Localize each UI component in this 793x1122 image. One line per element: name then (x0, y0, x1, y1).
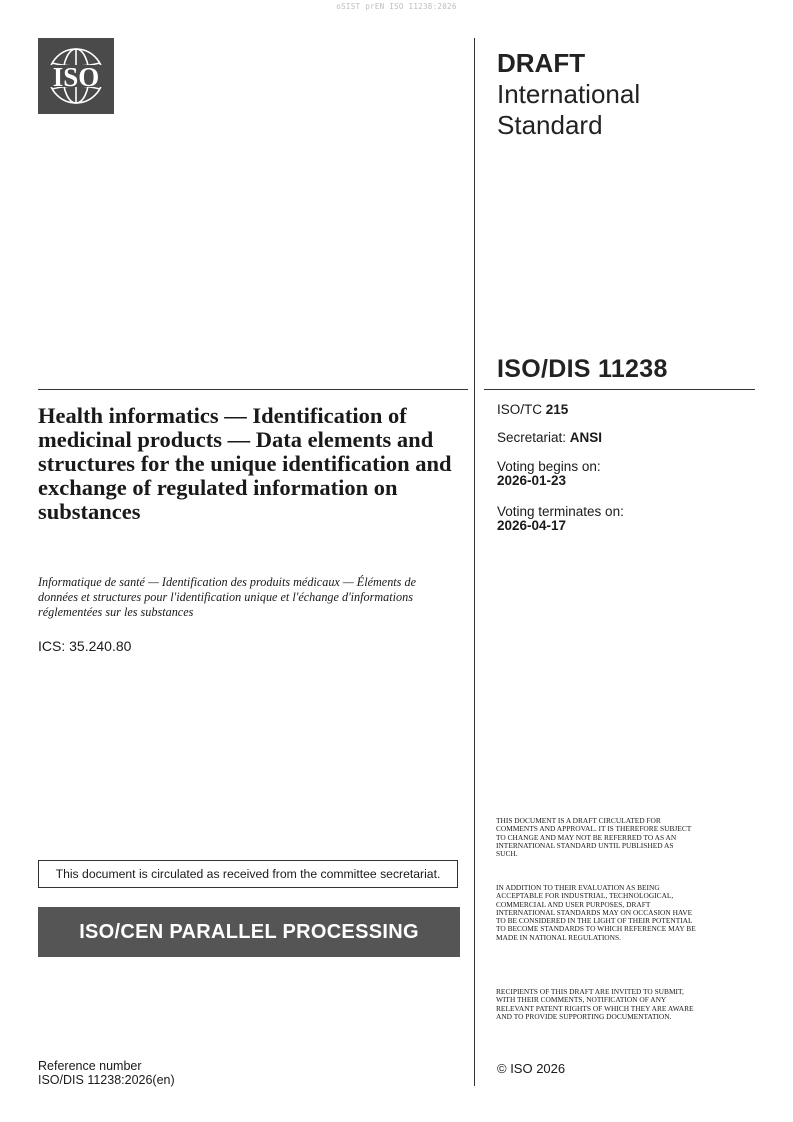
document-title: Health informatics — Identification of medicinal products — Data elements and structures for the unique identification and exchange of regulated information on substances (38, 403, 452, 524)
iso-globe-logo-icon (38, 38, 114, 114)
parallel-processing-banner: ISO/CEN PARALLEL PROCESSING (38, 907, 460, 957)
ics-code: ICS: 35.240.80 (38, 638, 132, 654)
copyright: © ISO 2026 (497, 1061, 566, 1076)
tc-label: ISO/TC (497, 402, 543, 417)
technical-committee (497, 403, 568, 417)
voting-begins-date: 2026-01-23 (497, 473, 567, 488)
reference-number (38, 1059, 175, 1087)
vertical-divider (474, 38, 475, 1086)
document-type-heading (497, 48, 640, 141)
circulated-notice: This document is circulated as received from the committee secretariat. (38, 860, 458, 888)
voting-begins (497, 460, 601, 488)
document-number: ISO/DIS 11238 (497, 355, 668, 383)
watermark: oSIST prEN ISO 11238:2026 (336, 2, 457, 11)
secretariat-value: ANSI (569, 430, 603, 445)
reference-value: ISO/DIS 11238:2026(en) (38, 1073, 175, 1087)
divider-left (38, 389, 468, 390)
secretariat (497, 431, 602, 445)
draft-label: DRAFT (497, 48, 586, 78)
logo-text: ISO (52, 62, 100, 92)
voting-terminates-date: 2026-04-17 (497, 518, 567, 533)
reference-label: Reference number (38, 1059, 142, 1073)
standard-label: Standard (497, 110, 603, 140)
international-label: International (497, 79, 641, 109)
divider-right (484, 389, 755, 390)
draft-notice: THIS DOCUMENT IS A DRAFT CIRCULATED FOR COMMENTS AND APPROVAL. IT IS THEREFORE SUBJECT TO CHANGE AND MAY NOT BE REFERRED TO AS AN INTERNATIONAL STANDARD UNTIL PUBLISHED AS SUCH. (496, 816, 692, 859)
secretariat-label: Secretariat: (497, 430, 567, 445)
evaluation-notice: IN ADDITION TO THEIR EVALUATION AS BEING ACCEPTABLE FOR INDUSTRIAL, TECHNOLOGICAL, COMMERCIAL AND USER PURPOSES, DRAFT INTERNATIONAL STANDARDS MAY ON OCCASION HAVE TO BE CONSIDERED IN THE LIGHT OF THEIR POTENTIAL TO BECOME STANDARDS TO WHICH REFERENCE MAY BE MADE IN NATIONAL REGULATIONS. (496, 883, 696, 942)
voting-terminates (497, 505, 624, 533)
voting-begins-label: Voting begins on: (497, 459, 601, 474)
voting-terminates-label: Voting terminates on: (497, 504, 624, 519)
tc-value: 215 (545, 402, 569, 417)
document-subtitle-fr: Informatique de santé — Identification des produits médicaux — Éléments de données et structures pour l'identification unique et l'échange d'informations réglementées sur les substances (38, 575, 416, 619)
patent-notice: RECIPIENTS OF THIS DRAFT ARE INVITED TO SUBMIT, WITH THEIR COMMENTS, NOTIFICATION OF ANY RELEVANT PATENT RIGHTS OF WHICH THEY ARE AWARE AND TO PROVIDE SUPPORTING DOCUMENTATION. (496, 987, 694, 1021)
